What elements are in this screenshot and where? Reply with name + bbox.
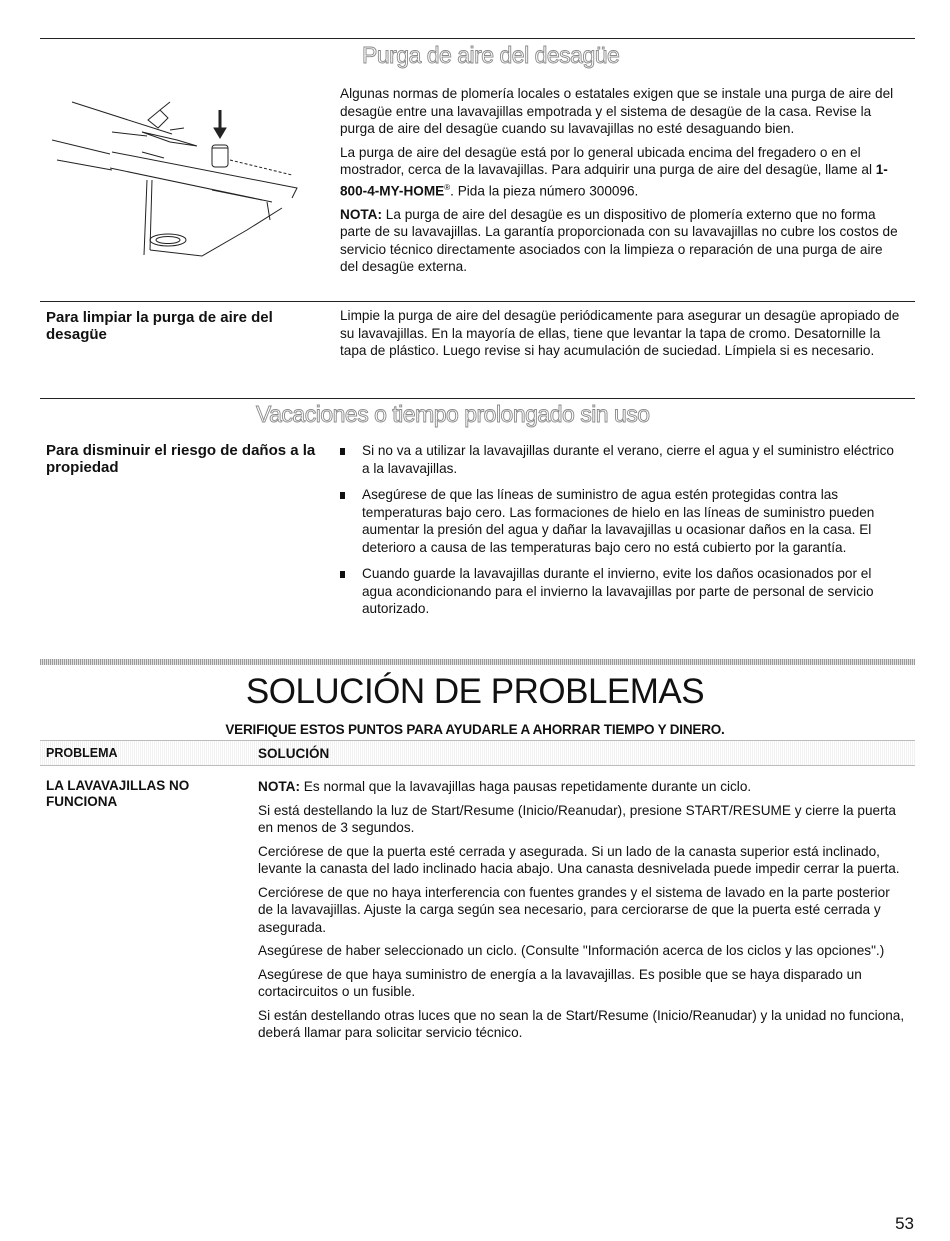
air-gap-text (340, 85, 900, 282)
air-gap-divider (40, 301, 915, 302)
troubleshooting-subtitle: VERIFIQUE ESTOS PUNTOS PARA AYUDARLE A AHORRAR TIEMPO Y DINERO. (225, 722, 725, 737)
section-heading-air-gap: Purga de aire del desagüe (362, 42, 620, 68)
top-rule (40, 38, 915, 39)
air-gap-note: NOTA: La purga de aire del desagüe es un dispositivo de plomería externo que no forma parte de su lavavajillas. La garantía proporcionada con su lavavajillas no cubre los costos de servicio técnico directamente asociados con la limpieza o reparación de una purga de aire del desagüe externa. (340, 206, 898, 275)
troubleshooting-table-header (40, 740, 915, 766)
air-gap-paragraph-1: Algunas normas de plomería locales o estatales exigen que se instale una purga de aire del desagüe entre una lavavajillas empotrada y el sistema de desagüe de la casa. Revise la purga de aire del desagüe cuando su lavavajillas no esté desaguando bien. (340, 86, 894, 136)
solution-item: Si está destellando la luz de Start/Resume (Inicio/Reanudar), presione START/RESUME y cierre la puerta en menos de 3 segundos. (258, 802, 896, 835)
solution-item: Cerciórese de que la puerta esté cerrada y asegurada. Si un lado de la canasta superior está inclinado, levante la canasta del lado inclinado hacia abajo. Una canasta desnivelada puede impedir cerrar la puerta. (258, 843, 900, 876)
vacation-bullets (340, 442, 900, 627)
list-item: Si no va a utilizar la lavavajillas durante el verano, cierre el agua y el suministro eléctrico a la lavavajillas. (340, 442, 900, 477)
list-item: Asegúrese de que las líneas de suministro de agua estén protegidas contra las temperaturas bajo cero. Las formaciones de hielo en las líneas de suministro pueden aumentar la presión del agua y dañar la lavavajillas u ocasionar daños en la casa. El deterioro a causa de las temperaturas bajo cero no está cubierto por la garantía. (340, 486, 900, 556)
solution-item: Asegúrese de que haya suministro de energía a la lavavajillas. Es posible que se haya disparado un cortacircuitos o un fusible. (258, 966, 862, 999)
clean-air-gap-text: Limpie la purga de aire del desagüe periódicamente para asegurar un desagüe apropiado de su lavavajillas. En la mayoría de ellas, tiene que levantar la tapa de cromo. Desatornille la tapa de plástico. Luego revise si hay acumulación de suciedad. Límpiela si es necesario. (340, 308, 900, 358)
air-gap-paragraph-2: La purga de aire del desagüe está por lo general ubicada encima del fregadero o en el mostrador, cerca de la lavavajillas. Para adquirir una purga de aire del desagüe, llame al 1-800-4-MY-HOME®. Pida la pieza número 300096. (340, 144, 888, 199)
troubleshooting-separator (40, 659, 915, 665)
phone-number: 1-800-4-MY-HOME (340, 162, 888, 199)
clean-air-gap-label: Para limpiar la purga de aire del desagüe (46, 309, 273, 343)
column-header-problem: PROBLEMA (46, 746, 118, 760)
sink-air-gap-illustration (52, 80, 322, 280)
list-item: Cuando guarde la lavavajillas durante el invierno, evite los daños ocasionados por el agua acondicionando para el invierno la lavavajillas por parte de personal de servicio autorizado. (340, 565, 900, 618)
section-heading-vacation: Vacaciones o tiempo prolongado sin uso (256, 401, 650, 427)
vacation-rule (40, 398, 915, 399)
solution-item: Cerciórese de que no haya interferencia con fuentes grandes y el sistema de lavado en la parte posterior de la lavavajillas. Ajuste la carga según sea necesario, para cerciorarse de que la puerta esté cerrada y asegurada. (258, 884, 890, 935)
page-number: 53 (895, 1214, 914, 1233)
solution-list (258, 778, 908, 1048)
troubleshooting-title: SOLUCIÓN DE PROBLEMAS (245, 672, 705, 711)
problem-dishwasher-not-working: LA LAVAVAJILLAS NO FUNCIONA (46, 778, 190, 809)
solution-note: NOTA: Es normal que la lavavajillas haga pausas repetidamente durante un ciclo. (258, 779, 752, 794)
solution-item: Asegúrese de haber seleccionado un ciclo. (Consulte "Información acerca de los ciclos y las opciones".) (258, 943, 885, 958)
solution-item: Si están destellando otras luces que no sean la de Start/Resume (Inicio/Reanudar) y la unidad no funciona, deberá llamar para solicitar servicio técnico. (258, 1007, 905, 1040)
property-damage-label: Para disminuir el riesgo de daños a la propiedad (46, 442, 316, 476)
column-header-solution: SOLUCIÓN (258, 746, 330, 761)
